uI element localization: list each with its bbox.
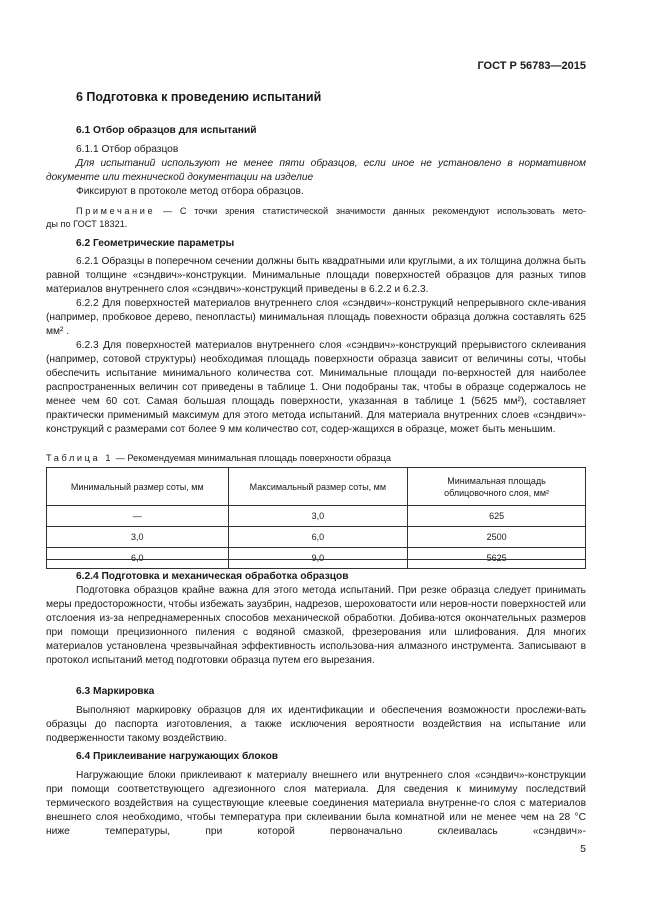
section-title: 6 Подготовка к проведению испытаний [76, 90, 322, 104]
table-cell: 2500 [408, 527, 586, 548]
table-caption [46, 451, 586, 465]
clause-6-2-1: 6.2.1 Образцы в поперечном сечении должны быть квадратными или круглыми, а их толщина должна быть равной толщине «сэндвич»-конструкции. Минимальные площади поверхностей образцов для разных типов материалов внутреннего слоя «сэндвич»-конструкций приведены в 6.2.2 и 6.2.3. [46, 256, 586, 295]
page-number: 5 [580, 843, 586, 855]
note-line1 [76, 205, 586, 218]
subsection-6-3-text: Выполняют маркировку образцов для их идентификации и обеспечения возможности прослежи-вать образцы до паспорта изготовления, а также исключения вероятности воздействия на испытание или подверженности такому воздействию. [46, 705, 586, 744]
clause-6-2-3: 6.2.3 Для поверхностей материалов внутреннего слоя «сэндвич»-конструкций прерывистого склеивания (например, сотовой структуры) необходимая площадь поверхности образца зависит от величины соты, чтобы обеспечить испытание минимального количества сот. Минимальные площади по-верхностей для наиболее распространенных величин сот приведены в таблице 1. Они подобраны так, чтобы в образце содержалось не менее чем 60 сот. Самая большая площадь поверхности, указанная в таблице 1 (5625 мм²), составляет практически применимый максимум для этого метода испытаний. Для материала внутренних слоев «сэндвич»-конструкций с размерами сот более 9 мм количество сот, содер-жащихся в образце, может быть меньшим. [46, 340, 586, 435]
table-row [47, 548, 586, 569]
table-bottom-rule [46, 559, 586, 560]
subsection-6-4-text: Нагружающие блоки приклеивают к материалу внешнего или внутреннего слоя «сэндвич»-конструкции при помощи соответствующего адгезионного слоя материала. Для сведения к минимуму последствий термического воздействия на существующие клеевые соединения материала внутренне-го слоя с материалов внешнего слоя необходимо, чтобы температура при склеивании была комнатной или не менее чем на 28 °С ниже температуры, при которой первоначально склеивалась «сэндвич»- [46, 770, 586, 837]
table-header-row [47, 468, 586, 506]
subsection-6-3-title: 6.3 Маркировка [76, 686, 155, 697]
subsection-6-4-title: 6.4 Приклеивание нагружающих блоков [76, 751, 279, 762]
table-caption-label: Таблица 1 [46, 453, 114, 463]
table-header-cell: Минимальная площадь облицовочного слоя, мм² [408, 468, 586, 506]
table-cell: 6,0 [47, 548, 229, 569]
clause-6-1-1-requirement-line1: Для испытаний используют не менее пяти образцов, если иное не установлено в нормативном [76, 158, 586, 169]
table-cell: — [47, 506, 229, 527]
table-cell: 625 [408, 506, 586, 527]
table-cell: 6,0 [228, 527, 408, 548]
table-cell: 3,0 [47, 527, 229, 548]
table-caption-text: — Рекомендуемая минимальная площадь поверхности образца [113, 453, 392, 463]
note-line2: ды по ГОСТ 18321. [46, 219, 128, 229]
table-1 [46, 467, 586, 569]
clause-6-2-2: 6.2.2 Для поверхностей материалов внутреннего слоя «сэндвич»-конструкций непрерывного скле-ивания (например, пробковое дерево, пенопласты) минимальная площадь повехности образца должна составлять 625 мм² . [46, 298, 586, 337]
table-cell: 9,0 [228, 548, 408, 569]
subsection-6-2-title: 6.2 Геометрические параметры [76, 238, 235, 249]
table-header-cell: Минимальный размер соты, мм [47, 468, 229, 506]
document-standard-id: ГОСТ Р 56783—2015 [477, 60, 586, 72]
document-page [46, 0, 586, 913]
note-label: Примечание [76, 206, 156, 216]
clause-6-1-1-protocol: Фиксируют в протоколе метод отбора образцов. [76, 186, 304, 197]
clause-6-2-4-title: 6.2.4 Подготовка и механическая обработка образцов [76, 571, 349, 582]
table-cell: 3,0 [228, 506, 408, 527]
table-header-cell: Максимальный размер соты, мм [228, 468, 408, 506]
table-row [47, 527, 586, 548]
table-row [47, 506, 586, 527]
note-text: — С точки зрения статистической значимости данных рекомендуют использовать мето- [155, 206, 586, 216]
table-cell: 5625 [408, 548, 586, 569]
clause-6-1-1: 6.1.1 Отбор образцов [76, 144, 179, 155]
clause-6-1-1-requirement-line2: документе или технической документации на изделие [46, 172, 314, 183]
subsection-6-1-title: 6.1 Отбор образцов для испытаний [76, 125, 257, 136]
clause-6-2-4-text: Подготовка образцов крайне важна для этого метода испытаний. При резке образца следует принимать меры предосторожности, чтобы избежать заузбрин, надрезов, шероховатости или неров-ности поверхностей или отслоения из-за непреднамеренных способов механической обработки. Добива-ются окончательных размеров при помощи прецизионного пиления с водяной смазкой, фрезерования или шлифования. Для многих материалов установлена чрезвычайная эффективность использова-ния алмазного инструмента. Записывают в протокол испытаний метод подготовки образца путем его вырезания. [46, 585, 586, 666]
